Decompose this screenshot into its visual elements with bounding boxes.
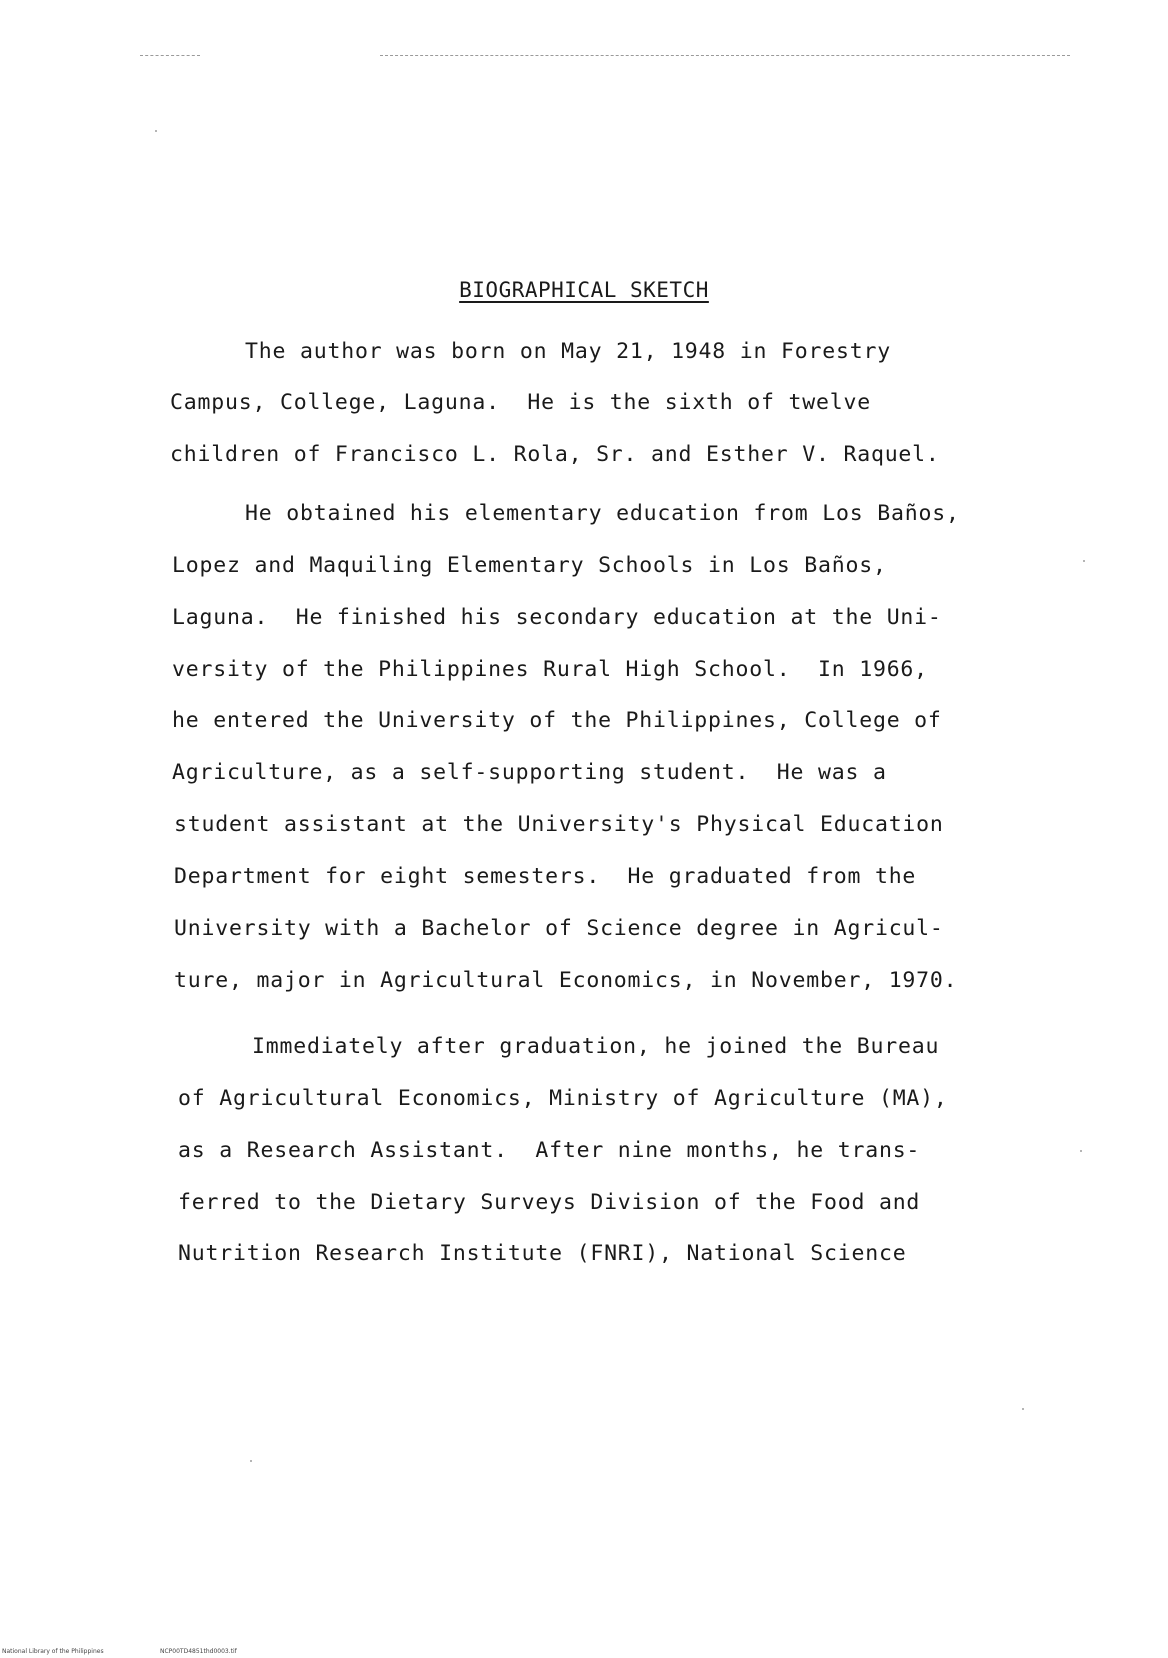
top-scan-rule-left xyxy=(140,55,200,56)
scan-speck xyxy=(250,1460,252,1462)
top-scan-rule-right xyxy=(380,55,1070,56)
paragraph-2-line-7: student assistant at the University's Physical Education xyxy=(174,812,944,837)
paragraph-2-line-5: he entered the University of the Philippines, College of xyxy=(172,708,942,733)
page-title-text: BIOGRAPHICAL SKETCH xyxy=(459,278,709,302)
scan-speck xyxy=(1083,560,1085,562)
paragraph-3-line-2: of Agricultural Economics, Ministry of Agriculture (MA), xyxy=(178,1086,948,1111)
paragraph-2-line-4: versity of the Philippines Rural High School. In 1966, xyxy=(172,657,928,682)
scan-speck xyxy=(1080,1150,1082,1152)
paragraph-2-line-2: Lopez and Maquiling Elementary Schools in Los Baños, xyxy=(172,553,887,578)
paragraph-1-line-3: children of Francisco L. Rola, Sr. and Esther V. Raquel. xyxy=(170,442,940,467)
paragraph-2-line-10: ture, major in Agricultural Economics, in November, 1970. xyxy=(174,968,958,993)
paragraph-1-line-1: The author was born on May 21, 1948 in Forestry xyxy=(245,339,891,364)
paragraph-2-line-8: Department for eight semesters. He graduated from the xyxy=(174,864,917,889)
footer-library: National Library of the Philippines xyxy=(2,1648,104,1655)
page-title xyxy=(0,278,1168,302)
paragraph-3-line-4: ferred to the Dietary Surveys Division of the Food and xyxy=(178,1190,921,1215)
paragraph-3-line-5: Nutrition Research Institute (FNRI), National Science xyxy=(178,1241,907,1266)
scan-speck xyxy=(155,130,157,132)
scan-speck xyxy=(1022,1408,1024,1410)
paragraph-2-line-6: Agriculture, as a self-supporting student. He was a xyxy=(172,760,887,785)
paragraph-2-line-1: He obtained his elementary education from Los Baños, xyxy=(245,501,960,526)
paragraph-1-line-2: Campus, College, Laguna. He is the sixth of twelve xyxy=(170,390,871,415)
footer-file-id: NCP00TD4851thd0003.tif xyxy=(160,1648,237,1655)
paragraph-3-line-3: as a Research Assistant. After nine months, he trans- xyxy=(178,1138,921,1163)
paragraph-2-line-9: University with a Bachelor of Science degree in Agricul- xyxy=(174,916,944,941)
paragraph-2-line-3: Laguna. He finished his secondary education at the Uni- xyxy=(172,605,942,630)
paragraph-3-line-1: Immediately after graduation, he joined the Bureau xyxy=(252,1034,940,1059)
